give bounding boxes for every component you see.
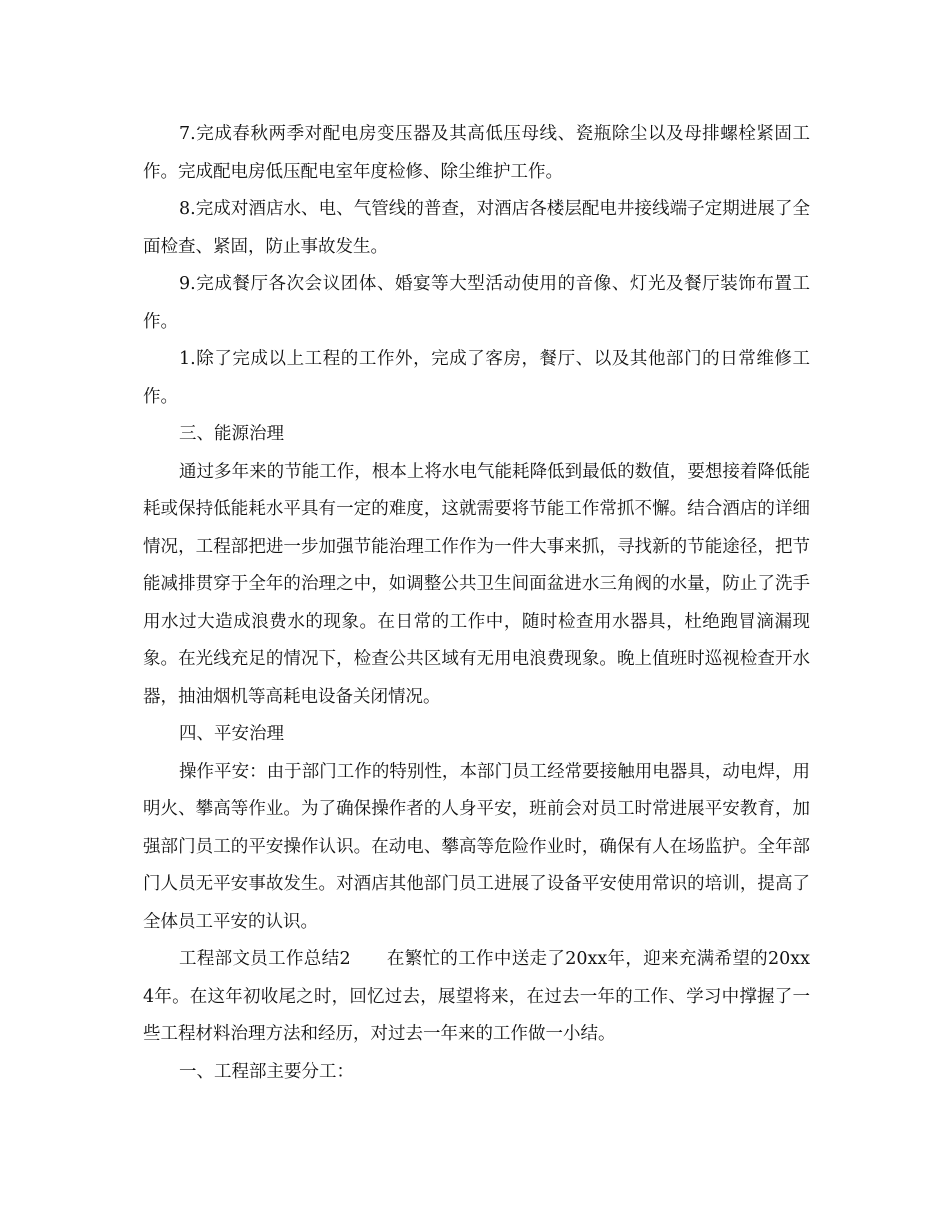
paragraph-safety: 操作平安：由于部门工作的特别性，本部门员工经常要接触用电器具，动电焊，用明火、攀高等作业。为了确保操作者的人身平安，班前会对员工时常进展平安教育，加强部门员工的平安操作认识。在动电、攀高等危险作业时，确保有人在场监护。全年部门人员无平安事故发生。对酒店其他部门员工进展了设备平安使用常识的培训，提高了全体员工平安的认识。 <box>143 761 810 932</box>
paragraph-summary <box>143 941 810 1054</box>
document-body <box>143 116 810 1091</box>
paragraph-item-8: 8.完成对酒店水、电、气管线的普查，对酒店各楼层配电井接线端子定期进展了全面检查、紧固，防止事故发生。 <box>143 199 810 257</box>
summary-body: 在繁忙的工作中送走了20xx年，迎来充满希望的20xx4年。在这年初收尾之时，回忆过去，展望将来，在过去一年的工作、学习中撑握了一些工程材料治理方法和经历，对过去一年来的工作做一小结。 <box>143 949 810 1044</box>
section-heading-division: 一、工程部主要分工： <box>179 1061 354 1082</box>
paragraph-item-7: 7.完成春秋两季对配电房变压器及其高低压母线、瓷瓶除尘以及母排螺栓紧固工作。完成配电房低压配电室年度检修、除尘维护工作。 <box>143 124 810 182</box>
summary-title: 工程部文员工作总结2 <box>179 949 351 969</box>
section-heading-safety: 四、平安治理 <box>179 724 284 744</box>
section-heading-energy: 三、能源治理 <box>179 424 284 444</box>
paragraph-energy: 通过多年来的节能工作，根本上将水电气能耗降低到最低的数值，要想接着降低能耗或保持低能耗水平具有一定的难度，这就需要将节能工作常抓不懈。结合酒店的详细情况，工程部把进一步加强节能治理工作作为一件大事来抓，寻找新的节能途径，把节能减排贯穿于全年的治理之中，如调整公共卫生间面盆进水三角阀的水量，防止了洗手用水过大造成浪费水的现象。在日常的工作中，随时检查用水器具，杜绝跑冒滴漏现象。在光线充足的情况下，检查公共区域有无用电浪费现象。晚上值班时巡视检查开水器，抽油烟机等高耗电设备关闭情况。 <box>143 461 810 707</box>
paragraph-item-9: 9.完成餐厅各次会议团体、婚宴等大型活动使用的音像、灯光及餐厅装饰布置工作。 <box>143 274 810 332</box>
paragraph-item-1: 1.除了完成以上工程的工作外，完成了客房，餐厅、以及其他部门的日常维修工作。 <box>143 349 810 407</box>
